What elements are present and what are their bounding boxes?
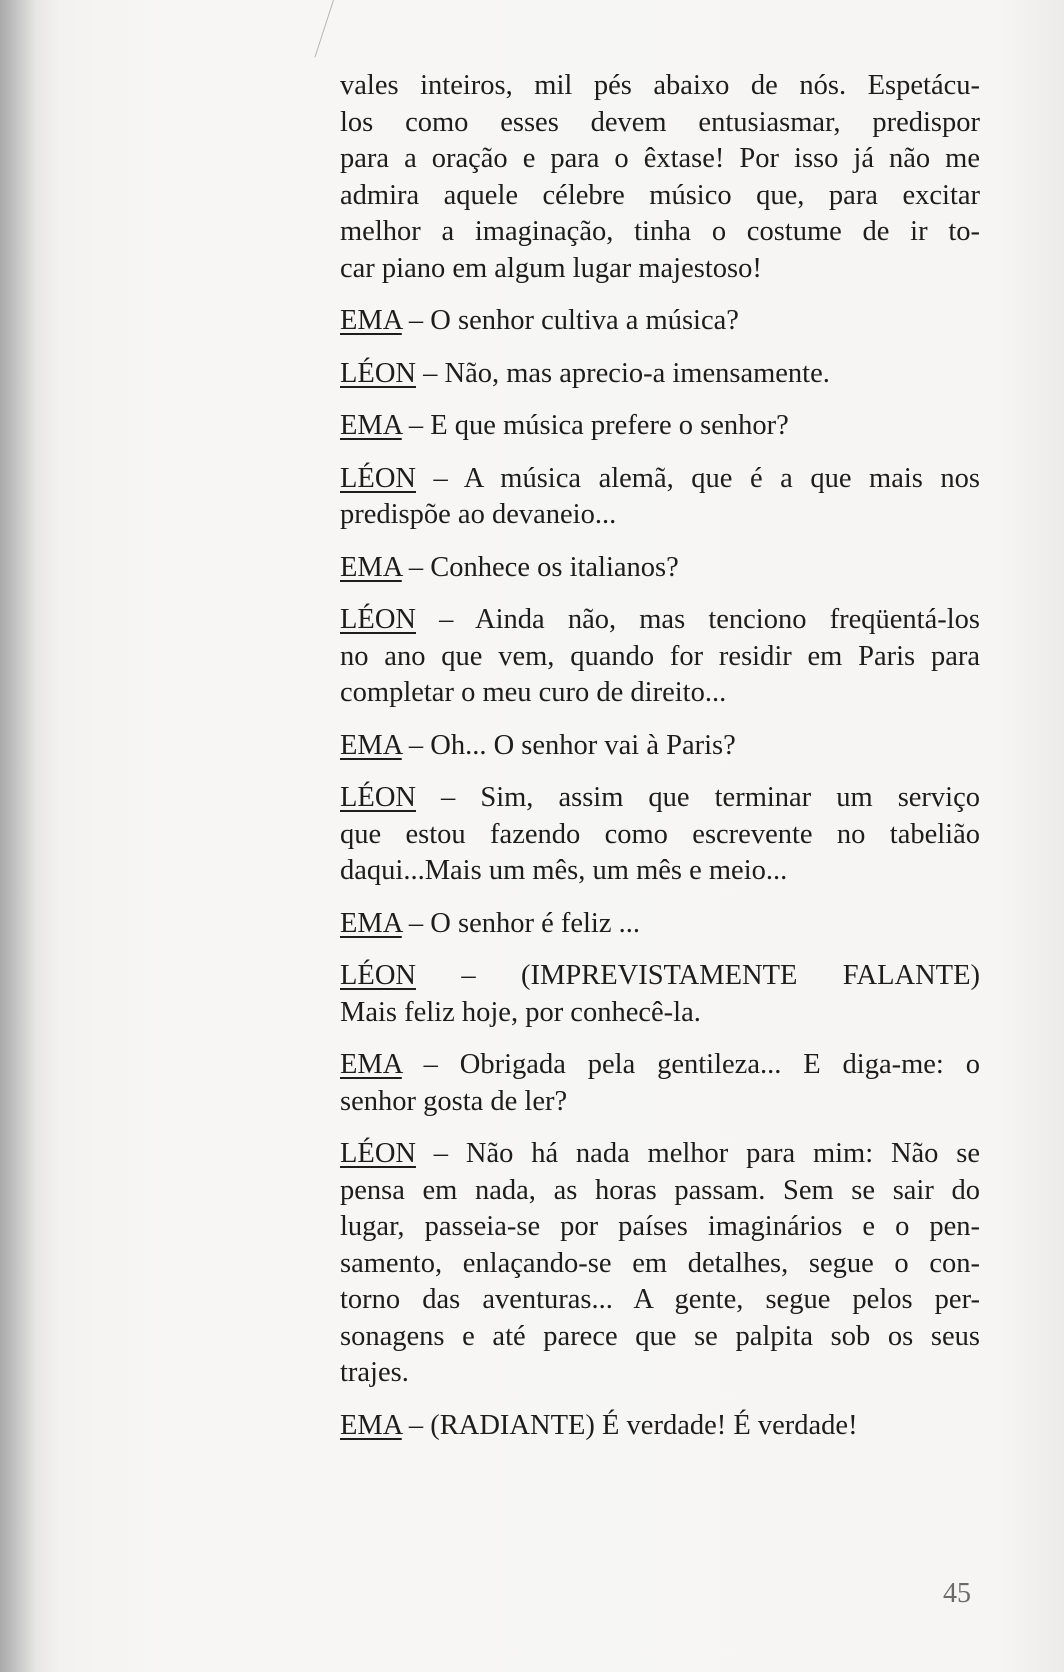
- dialogue-line: [340, 550, 980, 587]
- text-line: los como esses devem entusiasmar, predispor: [340, 106, 980, 138]
- speaker-name: EMA: [340, 305, 402, 336]
- dialogue-line: [340, 1408, 980, 1445]
- speech-text: lugar, passeia-se por países imaginários e o pen-: [340, 1211, 980, 1242]
- dialogue-line: [340, 356, 980, 393]
- dialogue-line: [340, 303, 980, 340]
- page-number: 45: [943, 1578, 971, 1609]
- text-line: para a oração e para o êxtase! Por isso já não me: [340, 143, 980, 174]
- dialogue-line: [340, 1136, 980, 1392]
- speech-text: – (RADIANTE) É verdade! É verdade!: [401, 1409, 858, 1441]
- margin-pen-mark: [314, 0, 333, 57]
- speech-text: predispõe ao devaneio...: [340, 499, 617, 530]
- speech-text: sonagens e até parece que se palpita sob os seus: [340, 1320, 980, 1352]
- speech-text: senhor gosta de ler?: [340, 1085, 568, 1117]
- gutter-shadow: [0, 0, 36, 1672]
- speaker-name: EMA: [340, 729, 402, 761]
- dialogue-line: [340, 906, 980, 943]
- text-line: admira aquele célebre músico que, para excitar: [340, 179, 980, 211]
- speaker-name: LÉON: [340, 462, 416, 494]
- speech-text: completar o meu curo de direito...: [340, 677, 727, 708]
- speech-text: – O senhor cultiva a música?: [401, 305, 739, 336]
- speaker-name: LÉON: [340, 782, 416, 813]
- dialogue-line: [340, 602, 980, 712]
- speaker-name: LÉON: [340, 1138, 416, 1169]
- speech-text: – Conhece os italianos?: [401, 551, 679, 583]
- dialogue-line: [340, 780, 980, 890]
- speech-text: – E que música prefere o senhor?: [401, 410, 789, 441]
- speech-text: – Não, mas aprecio-a imensamente.: [415, 357, 830, 389]
- speech-text: – Ainda não, mas tenciono freqüentá-los: [415, 604, 980, 635]
- speech-text: – Obrigada pela gentileza... E diga-me: o: [401, 1049, 980, 1080]
- speech-text: Mais feliz hoje, por conhecê-la.: [340, 996, 701, 1028]
- speaker-name: EMA: [340, 410, 402, 441]
- speech-text: – (IMPREVISTAMENTE FALANTE): [415, 960, 980, 991]
- speech-text: samento, enlaçando-se em detalhes, segue o con-: [340, 1247, 980, 1279]
- speech-text: pensa em nada, as horas passam. Sem se sair do: [340, 1174, 980, 1206]
- speaker-name: LÉON: [340, 357, 416, 389]
- dialogue-line: [340, 461, 980, 534]
- text-line: melhor a imaginação, tinha o costume de ir to-: [340, 216, 980, 247]
- speaker-name: LÉON: [340, 604, 416, 635]
- text-line: vales inteiros, mil pés abaixo de nós. Espetácu-: [340, 70, 980, 101]
- speech-text: – A música alemã, que é a que mais nos: [415, 462, 980, 494]
- speech-text: – Sim, assim que terminar um serviço: [415, 782, 980, 813]
- speech-text: – O senhor é feliz ...: [401, 907, 640, 939]
- speaker-name: EMA: [340, 551, 402, 583]
- text-line: car piano em algum lugar majestoso!: [340, 252, 762, 284]
- intro-paragraph: [340, 68, 980, 287]
- dialogue-line: [340, 728, 980, 765]
- speech-text: que estou fazendo como escrevente no tabelião: [340, 818, 980, 850]
- speech-text: daqui...Mais um mês, um mês e meio...: [340, 855, 788, 886]
- speech-text: – Não há nada melhor para mim: Não se: [415, 1138, 980, 1169]
- speaker-name: EMA: [340, 1409, 402, 1441]
- dialogue-line: [340, 958, 980, 1031]
- speaker-name: LÉON: [340, 960, 416, 991]
- speech-text: no ano que vem, quando for residir em Paris para: [340, 640, 980, 672]
- speech-text: – Oh... O senhor vai à Paris?: [401, 729, 736, 761]
- dialogue-line: [340, 408, 980, 445]
- speech-text: torno das aventuras... A gente, segue pelos per-: [340, 1284, 980, 1315]
- page-text: [340, 68, 980, 1444]
- speaker-name: EMA: [340, 907, 402, 939]
- dialogue-line: [340, 1047, 980, 1120]
- speech-text: trajes.: [340, 1357, 409, 1388]
- speaker-name: EMA: [340, 1049, 402, 1080]
